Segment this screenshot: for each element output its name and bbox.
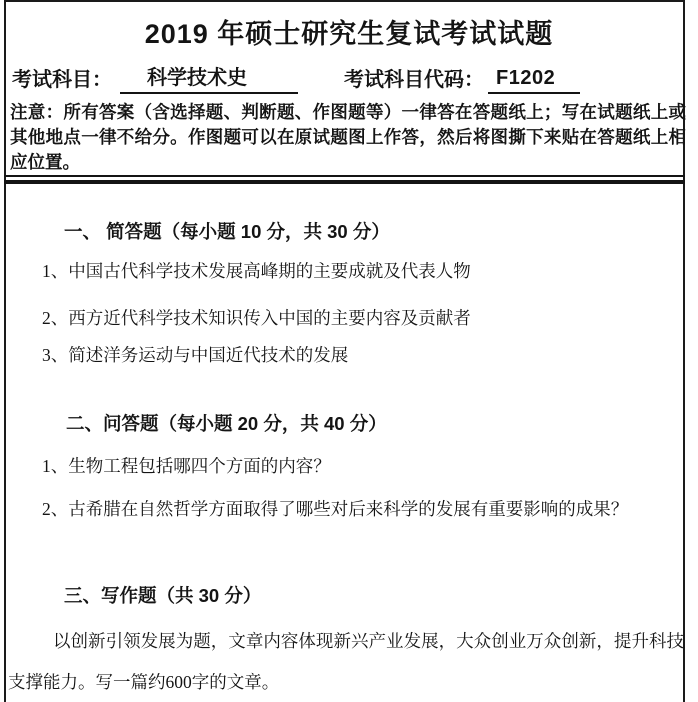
question-item: 3、简述洋务运动与中国近代技术的发展 [42,345,349,365]
essay-prompt: 以创新引领发展为题，文章内容体现新兴产业发展，大众创业万众创新，提升科技支撑能力。写一篇约600字的文章。 [8,631,684,692]
exam-header [12,64,682,94]
section-3-heading: 三、写作题（共 30 分） [64,585,262,606]
question-item: 1、中国古代科学技术发展高峰期的主要成就及代表人物 [42,261,471,281]
subject-code-value: F1202 [488,64,580,94]
separator-rule [4,175,685,184]
section-2-heading: 二、问答题（每小题 20 分，共 40 分） [66,413,387,434]
question-item: 2、古希腊在自然哲学方面取得了哪些对后来科学的发展有重要影响的成果？ [42,499,629,519]
question-item: 2、西方近代科学技术知识传入中国的主要内容及贡献者 [42,308,471,328]
question-item: 1、生物工程包括哪四个方面的内容？ [42,456,331,476]
subject-value: 科学技术史 [120,64,298,94]
notice-text: 注意：所有答案（含选择题、判断题、作图题等）一律答在答题纸上；写在试题纸上或其他地点一律不给分。作图题可以在原试题图上作答，然后将图撕下来贴在答题纸上相应位置。 [10,102,686,172]
subject-code-label: 考试科目代码： [344,69,484,91]
subject-label: 考试科目： [12,69,112,91]
section-1-heading: 一、 简答题（每小题 10 分，共 30 分） [64,221,390,242]
page-title: 2019 年硕士研究生复试考试试题 [144,19,554,49]
